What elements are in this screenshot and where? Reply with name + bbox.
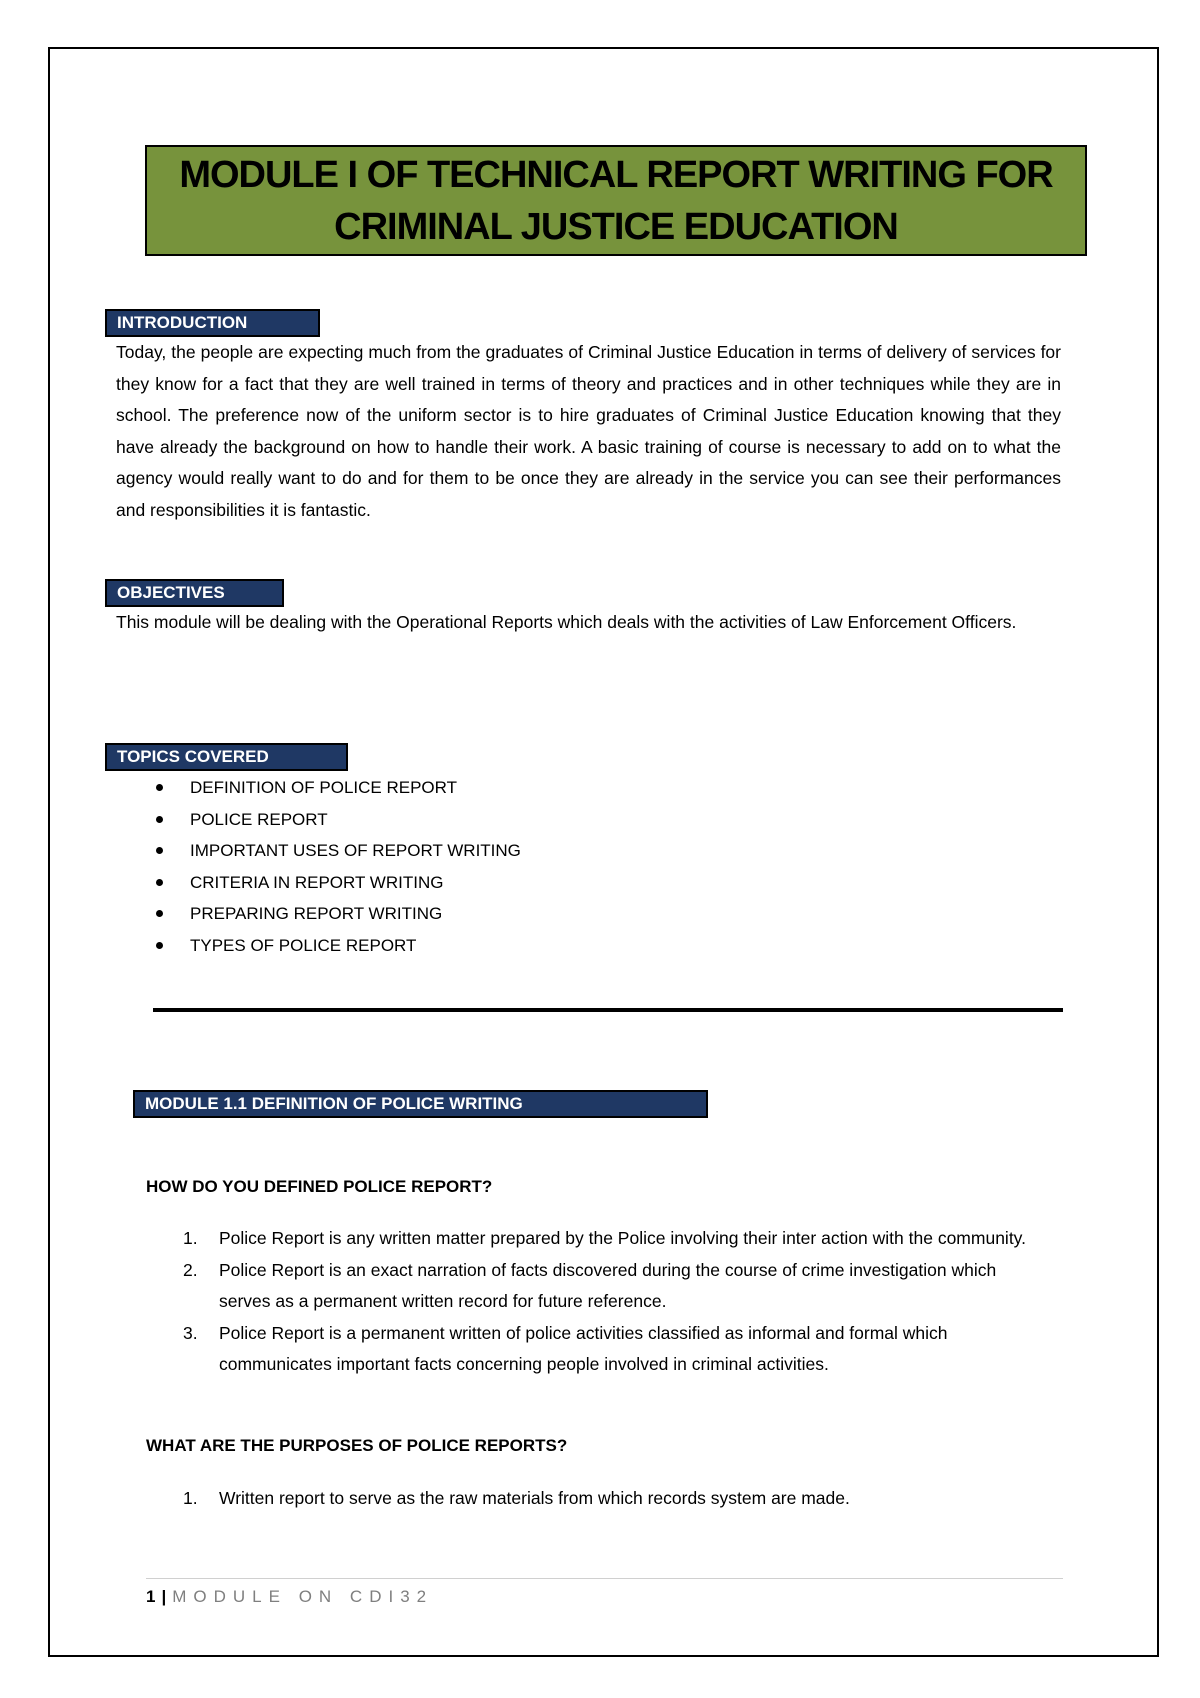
item-text: Police Report is any written matter prepared by the Police involving their inter action with the community.	[219, 1228, 1026, 1248]
list-item	[150, 930, 521, 962]
introduction-text: Today, the people are expecting much from the graduates of Criminal Justice Education in terms of delivery of services for they know for a fact that they are well trained in terms of theory and practices and in other techniques while they are in school. The preference now of the uniform sector is to hire graduates of Criminal Justice Education knowing that they have already the background on how to handle their work. A basic training of course is necessary to add on to what the agency would really want to do and for them to be once they are already in the service you can see their performances and responsibilities it is fantastic.	[116, 342, 1061, 520]
topic-text: POLICE REPORT	[190, 809, 328, 829]
bullet-icon	[156, 816, 163, 823]
footer-module-label: MODULE ON CDI32	[172, 1587, 434, 1606]
item-text: Written report to serve as the raw materials from which records system are made.	[219, 1488, 850, 1508]
page-number: 1	[146, 1587, 156, 1606]
footer-divider	[146, 1578, 1063, 1579]
item-text: Police Report is a permanent written of police activities classified as informal and formal which communicates important facts concerning people involved in criminal activities.	[219, 1322, 948, 1374]
definitions-list	[146, 1223, 1046, 1381]
bullet-icon	[156, 942, 163, 949]
question-purposes: WHAT ARE THE PURPOSES OF POLICE REPORTS?	[146, 1436, 568, 1455]
item-number: 3.	[183, 1322, 198, 1343]
list-item	[146, 1223, 1046, 1255]
objectives-heading: OBJECTIVES	[105, 579, 284, 607]
objectives-text: This module will be dealing with the Operational Reports which deals with the activities of Law Enforcement Officers.	[116, 612, 1017, 632]
question-define-police-report: HOW DO YOU DEFINED POLICE REPORT?	[146, 1177, 493, 1196]
topic-text: DEFINITION OF POLICE REPORT	[190, 778, 457, 797]
list-item	[146, 1318, 1046, 1381]
item-text: Police Report is an exact narration of facts discovered during the course of crime investigation which serves as a permanent written record for future reference.	[219, 1259, 997, 1311]
module-title-line-1: MODULE I OF TECHNICAL REPORT WRITING FOR	[179, 153, 1053, 196]
module-title-line-2: CRIMINAL JUSTICE EDUCATION	[334, 205, 898, 248]
introduction-heading: INTRODUCTION	[105, 309, 320, 337]
list-item	[146, 1483, 1046, 1515]
item-number: 2.	[183, 1259, 198, 1280]
module-title	[179, 149, 1052, 253]
purposes-list	[146, 1483, 1046, 1515]
topic-text: TYPES OF POLICE REPORT	[190, 935, 417, 955]
topics-list	[150, 772, 521, 961]
bullet-icon	[156, 910, 163, 917]
topic-text: PREPARING REPORT WRITING	[190, 904, 443, 923]
item-number: 1.	[183, 1488, 198, 1508]
topics-covered-heading: TOPICS COVERED	[105, 743, 348, 771]
footer-separator: |	[161, 1587, 167, 1606]
topic-text: CRITERIA IN REPORT WRITING	[190, 872, 444, 892]
module-title-box	[145, 145, 1087, 256]
section-divider	[153, 1008, 1063, 1012]
list-item	[150, 804, 521, 836]
bullet-icon	[156, 784, 163, 791]
module-1-1-heading: MODULE 1.1 DEFINITION OF POLICE WRITING	[133, 1090, 708, 1118]
list-item	[146, 1255, 1046, 1318]
page-footer	[146, 1585, 433, 1609]
list-item	[150, 867, 521, 899]
bullet-icon	[156, 879, 163, 886]
list-item	[150, 835, 521, 867]
list-item	[150, 772, 521, 804]
list-item	[150, 898, 521, 930]
topic-text: IMPORTANT USES OF REPORT WRITING	[190, 841, 521, 860]
item-number: 1.	[183, 1228, 198, 1248]
bullet-icon	[156, 847, 163, 854]
